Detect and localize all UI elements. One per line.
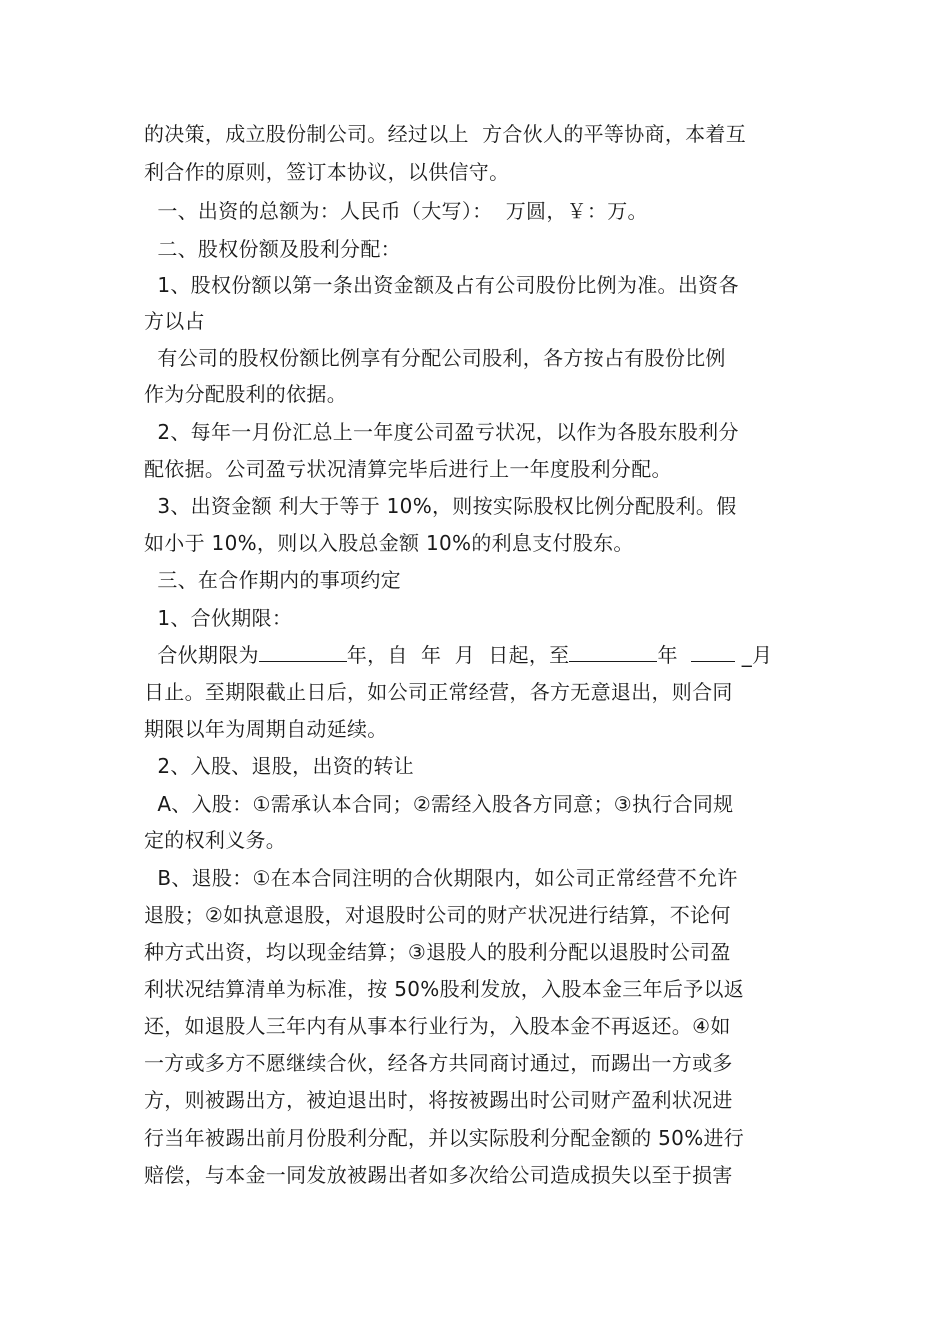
text-line: A、入股：①需承认本合同；②需经入股各方同意；③执行合同规 — [144, 792, 734, 816]
years-blank — [259, 637, 347, 662]
text-line: 2、每年一月份汇总上一年度公司盈亏状况，以作为各股东股利分 — [144, 420, 739, 444]
text-line: 二、股权份额及股利分配： — [144, 237, 401, 261]
text-line: 种方式出资，均以现金结算；③退股人的股利分配以退股时公司盈 — [144, 940, 731, 964]
text-line: 一方或多方不愿继续合伙，经各方共同商讨通过，而踢出一方或多 — [144, 1051, 733, 1075]
end-month-blank — [691, 637, 735, 662]
text-line: 方，则被踢出方，被迫退出时，将按被踢出时公司财产盈利状况进 — [144, 1088, 733, 1112]
text-line: 1、股权份额以第一条出资金额及占有公司股份比例为准。出资各 — [144, 273, 739, 297]
text-line: 还，如退股人三年内有从事本行业行为，入股本金不再返还。④如 — [144, 1014, 731, 1038]
text-line: B、退股：①在本合同注明的合伙期限内，如公司正常经营不允许 — [144, 866, 738, 890]
term-middle: 年，自 年 月 日起，至 — [346, 643, 570, 667]
text-line: 定的权利义务。 — [144, 828, 287, 852]
text-line: 方以占 — [144, 309, 205, 333]
term-month-label: _月 — [735, 643, 773, 667]
text-line: 利合作的原则，签订本协议，以供信守。 — [144, 160, 510, 184]
term-line — [144, 637, 808, 673]
term-label: 合伙期限为 — [144, 643, 259, 667]
text-line: 的决策，成立股份制公司。经过以上 方合伙人的平等协商，本着互 — [144, 122, 747, 146]
text-line: 日止。至期限截止日后，如公司正常经营，各方无意退出，则合同 — [144, 680, 733, 704]
text-line: 利状况结算清单为标准，按 50%股利发放，入股本金三年后予以返 — [144, 977, 745, 1001]
text-line: 作为分配股利的依据。 — [144, 382, 347, 406]
text-line: 有公司的股权份额比例享有分配公司股利，各方按占有股份比例 — [144, 346, 726, 370]
text-line: 1、合伙期限： — [144, 606, 293, 630]
text-line: 配依据。公司盈亏状况清算完毕后进行上一年度股利分配。 — [144, 457, 672, 481]
text-line: 赔偿，与本金一同发放被踢出者如多次给公司造成损失以至于损害 — [144, 1163, 733, 1187]
end-year-blank — [569, 637, 657, 662]
term-year-label: 年 — [657, 643, 692, 667]
text-line: 行当年被踢出前月份股利分配，并以实际股利分配金额的 50%进行 — [144, 1126, 745, 1150]
text-line: 三、在合作期内的事项约定 — [144, 568, 401, 592]
text-line: 如小于 10%，则以入股总金额 10%的利息支付股东。 — [144, 531, 634, 555]
text-line: 3、出资金额 利大于等于 10%，则按实际股权比例分配股利。假 — [144, 494, 737, 518]
text-line: 2、入股、退股，出资的转让 — [144, 754, 414, 778]
text-line: 一、出资的总额为：人民币（大写）： 万圆，￥：万。 — [144, 199, 648, 223]
text-line: 期限以年为周期自动延续。 — [144, 717, 388, 741]
text-line: 退股；②如执意退股，对退股时公司的财产状况进行结算，不论何 — [144, 903, 731, 927]
